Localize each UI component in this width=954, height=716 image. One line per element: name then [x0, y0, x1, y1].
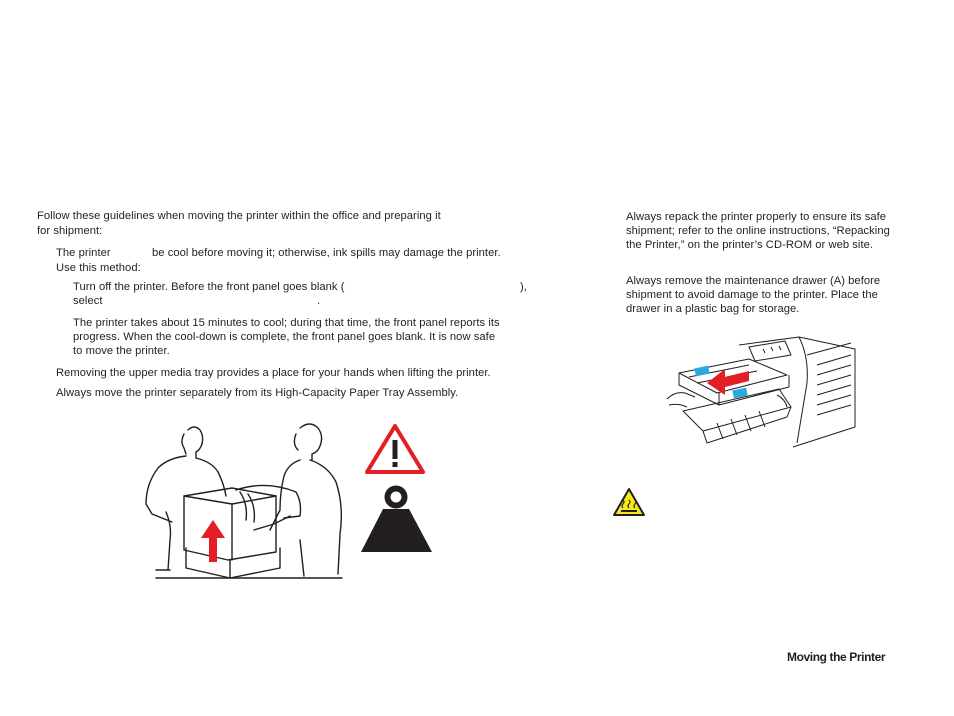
turnoff-line-1a: Turn off the printer. Before the front panel goes blank (	[73, 281, 345, 293]
turnoff-line-2b: .	[317, 295, 321, 307]
cool-line-1b: be cool before moving it; otherwise, ink spills may damage the printer.	[152, 247, 501, 259]
warning-triangle-icon	[364, 423, 426, 475]
maintenance-drawer-illustration	[667, 335, 857, 450]
cool-line-2: Use this method:	[56, 262, 141, 274]
hot-surface-icon	[612, 487, 646, 517]
heavy-weight-icon	[361, 485, 433, 553]
separate-note: Always move the printer separately from its High-Capacity Paper Tray Assembly.	[56, 387, 459, 399]
intro-line-2: for shipment:	[37, 225, 103, 237]
cool-line-1a: The printer	[56, 247, 111, 259]
repack-line-3: the Printer,” on the printer’s CD-ROM or web site.	[626, 239, 874, 251]
drawer-line-3: drawer in a plastic bag for storage.	[626, 303, 800, 315]
drawer-line-1: Always remove the maintenance drawer (A) before	[626, 275, 881, 287]
repack-line-1: Always repack the printer properly to ensure its safe	[626, 211, 887, 223]
intro-line-1: Follow these guidelines when moving the printer within the office and preparing it	[37, 210, 441, 222]
turnoff-line-2a: select	[73, 295, 103, 307]
tray-note: Removing the upper media tray provides a place for your hands when lifting the printer.	[56, 367, 491, 379]
turnoff-line-1b: ),	[520, 281, 527, 293]
drawer-line-2: shipment to avoid damage to the printer. Place the	[626, 289, 878, 301]
lifting-printer-illustration	[140, 420, 355, 580]
cooldown-line-3: to move the printer.	[73, 345, 170, 357]
repack-line-2: shipment; refer to the online instructions, “Repacking	[626, 225, 890, 237]
cooldown-line-2: progress. When the cool-down is complete, the front panel goes blank. It is now safe	[73, 331, 496, 343]
cooldown-line-1: The printer takes about 15 minutes to cool; during that time, the front panel reports its	[73, 317, 500, 329]
footer-section-title: Moving the Printer	[787, 650, 886, 664]
